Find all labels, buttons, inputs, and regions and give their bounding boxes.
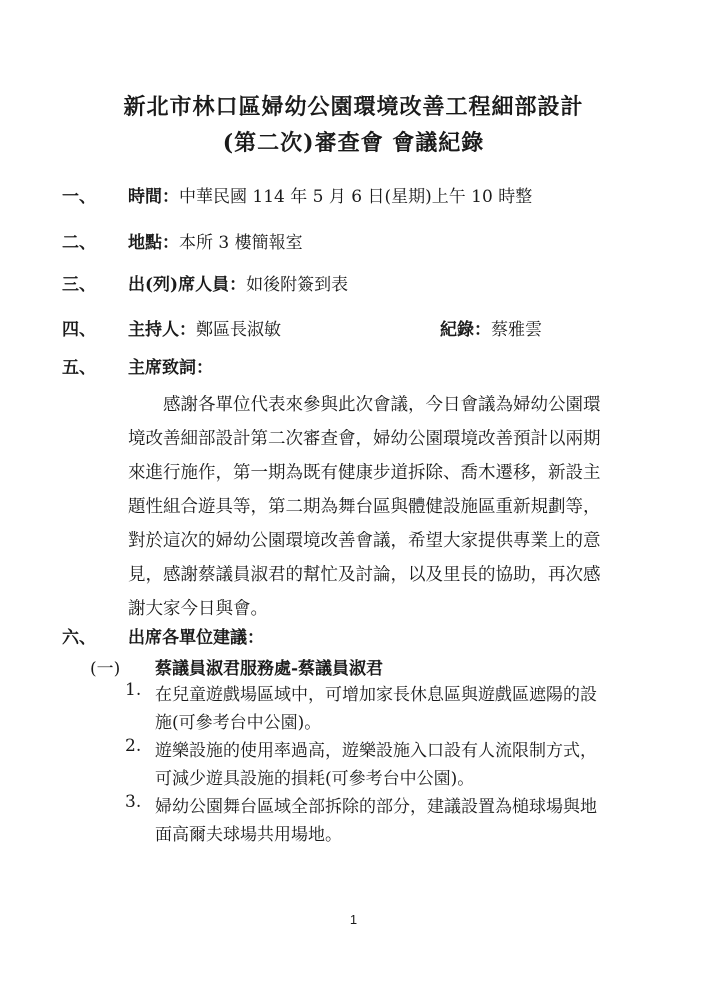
speech-line: 境改善細部設計第二次審查會，婦幼公園環境改善預計以兩期 <box>128 429 601 449</box>
speech-line: 題性組合遊具等，第二期為舞台區與體健設施區重新規劃等， <box>128 497 601 517</box>
page-number: 1 <box>349 912 358 927</box>
item-label: 主席致詞： <box>128 358 213 378</box>
item-value: 鄭區長淑敏 <box>196 320 281 340</box>
item-text <box>128 228 303 253</box>
item-text <box>128 182 532 207</box>
item-value: 中華民國 114 年 5 月 6 日(星期)上午 10 時整 <box>179 187 533 207</box>
speech-line: 來進行施作，第一期為既有健康步道拆除、喬木遷移，新設主 <box>128 463 601 483</box>
section-label: 出席各單位建議： <box>128 628 264 648</box>
item-label: 時間： <box>128 187 179 207</box>
point-line: 可減少遊具設施的損耗(可參考台中公園)。 <box>155 769 475 789</box>
point-line: 施(可參考台中公園)。 <box>155 713 322 733</box>
item-value: 本所 3 樓簡報室 <box>179 233 303 253</box>
speech-line: 謝大家今日與會。 <box>128 599 268 619</box>
item-label: 出(列)席人員： <box>128 275 247 295</box>
recorder-label: 紀錄： <box>440 320 491 340</box>
point-line: 面高爾夫球場共用場地。 <box>155 825 342 845</box>
item-number: 一、 <box>62 187 96 207</box>
item-number: 三、 <box>62 275 96 295</box>
speech-paragraph <box>128 388 601 626</box>
document-subtitle: (第二次)審查會 會議紀錄 <box>222 130 485 156</box>
recorder-value: 蔡雅雲 <box>491 320 542 340</box>
item-value: 如後附簽到表 <box>246 275 349 295</box>
item-number: 五、 <box>62 358 96 378</box>
subsection-number: (一) <box>90 659 121 679</box>
speech-line: 感謝各單位代表來參與此次會議，今日會議為婦幼公園環 <box>163 395 601 415</box>
point-line: 婦幼公園舞台區域全部拆除的部分，建議設置為槌球場與地 <box>155 797 597 817</box>
subsection-label: 蔡議員淑君服務處-蔡議員淑君 <box>155 659 384 679</box>
item-label: 地點： <box>128 233 179 253</box>
point-number: 2. <box>125 736 142 756</box>
item-number: 四、 <box>62 320 96 340</box>
point-line: 在兒童遊戲場區域中，可增加家長休息區與遊戲區遮陽的設 <box>155 685 597 705</box>
item-text <box>128 315 281 340</box>
point-number: 3. <box>125 792 142 812</box>
item-number: 二、 <box>62 233 96 253</box>
item-text <box>128 270 348 295</box>
document-title: 新北市林口區婦幼公園環境改善工程細部設計 <box>123 94 584 120</box>
speech-line: 對於這次的婦幼公園環境改善會議，希望大家提供專業上的意 <box>128 531 601 551</box>
point-line: 遊樂設施的使用率過高，遊樂設施入口設有人流限制方式， <box>155 741 597 761</box>
recorder-text <box>440 315 542 340</box>
item-label: 主持人： <box>128 320 196 340</box>
item-number: 六、 <box>62 628 96 648</box>
point-number: 1. <box>125 680 142 700</box>
speech-line: 見，感謝蔡議員淑君的幫忙及討論，以及里長的協助，再次感 <box>128 565 601 585</box>
